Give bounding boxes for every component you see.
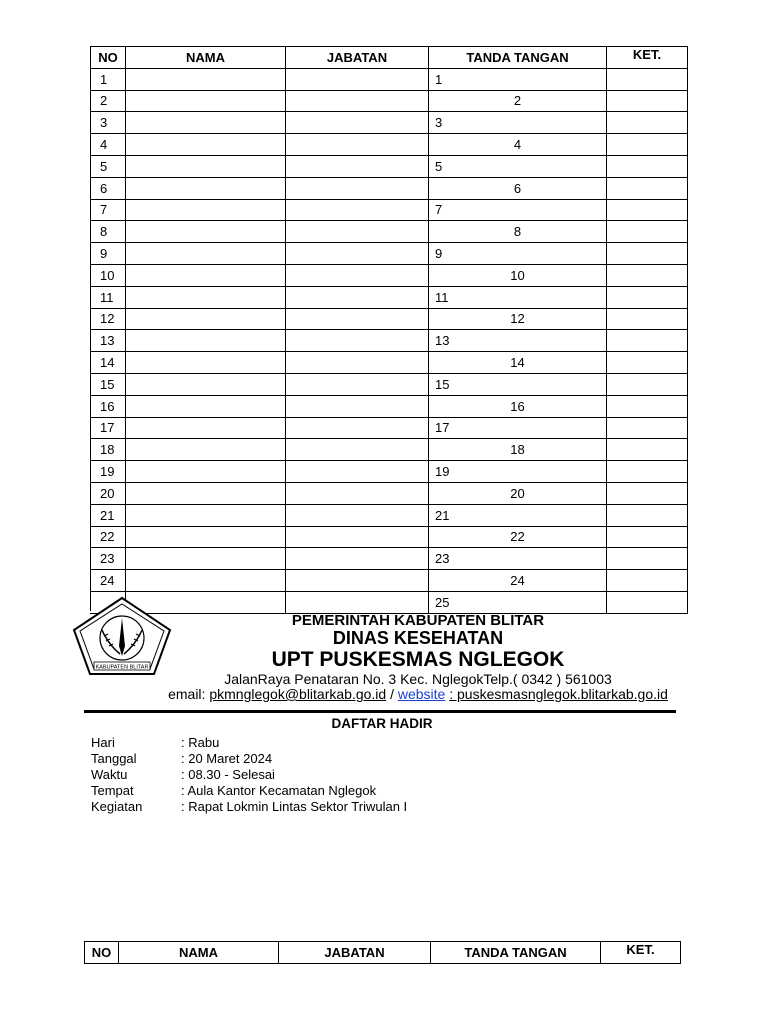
jabatan-cell[interactable] [286,199,429,221]
signature-cell[interactable]: 3 [429,112,607,134]
row-number: 3 [91,112,126,134]
ket-cell[interactable] [607,308,688,330]
row-number: 17 [91,417,126,439]
table-row [91,68,688,90]
row-number: 22 [91,526,126,548]
signature-cell[interactable]: 22 [429,526,607,548]
attendance-table-bottom [84,941,681,964]
attendance-table-top [90,46,688,614]
info-label: Tempat [91,783,134,798]
row-number: 16 [91,395,126,417]
header-ket: KET. [607,47,688,69]
jabatan-cell[interactable] [286,570,429,592]
row-number: 24 [91,570,126,592]
letterhead-address: JalanRaya Penataran No. 3 Kec. NglegokTelp.( 0342 ) 561003 [224,671,612,687]
signature-cell[interactable]: 4 [429,134,607,156]
table-row [91,286,688,308]
contact-separator: / [390,686,394,702]
table-row [91,177,688,199]
signature-cell[interactable]: 7 [429,199,607,221]
row-number: 1 [91,68,126,90]
row-number: 18 [91,439,126,461]
nama-cell[interactable] [126,395,286,417]
signature-cell[interactable]: 21 [429,504,607,526]
table-row [91,134,688,156]
nama-cell[interactable] [126,243,286,265]
row-number: 15 [91,373,126,395]
email-label: email: [168,686,206,702]
jabatan-cell[interactable] [286,352,429,374]
ket-cell[interactable] [607,221,688,243]
signature-cell[interactable]: 18 [429,439,607,461]
signature-cell[interactable]: 12 [429,308,607,330]
nama-cell[interactable] [126,155,286,177]
row-number: 20 [91,482,126,504]
signature-cell[interactable]: 5 [429,155,607,177]
jabatan-cell[interactable] [286,264,429,286]
table-row [91,221,688,243]
jabatan-cell[interactable] [286,526,429,548]
nama-cell[interactable] [126,461,286,483]
signature-cell[interactable]: 10 [429,264,607,286]
row-number: 9 [91,243,126,265]
jabatan-cell[interactable] [286,373,429,395]
ket-cell[interactable] [607,243,688,265]
event-info [91,735,407,815]
jabatan-cell[interactable] [286,439,429,461]
table-row [91,308,688,330]
table-row [91,439,688,461]
ket-cell[interactable] [607,90,688,112]
info-row-tanggal [91,751,407,767]
ket-cell[interactable] [607,526,688,548]
nama-cell[interactable] [126,90,286,112]
info-value: : Rabu [181,735,220,750]
nama-cell[interactable] [126,264,286,286]
table-row [91,461,688,483]
table-row [91,243,688,265]
table-row [91,352,688,374]
ket-cell[interactable] [607,286,688,308]
email-link[interactable]: pkmnglegok@blitarkab.go.id [209,686,387,702]
signature-cell[interactable]: 24 [429,570,607,592]
row-number: 10 [91,264,126,286]
row-number: 12 [91,308,126,330]
jabatan-cell[interactable] [286,68,429,90]
letterhead-department: DINAS KESEHATAN [332,628,504,648]
row-number: 21 [91,504,126,526]
signature-cell[interactable]: 20 [429,482,607,504]
logo-text: KABUPATEN BLITAR [95,664,149,671]
letterhead-divider [84,710,676,713]
nama-cell[interactable] [126,526,286,548]
header-ket: KET. [601,942,681,964]
header-tanda-tangan: TANDA TANGAN [431,942,601,964]
signature-cell[interactable]: 17 [429,417,607,439]
header-no: NO [91,47,126,69]
ket-cell[interactable] [607,68,688,90]
signature-cell[interactable]: 8 [429,221,607,243]
header-nama: NAMA [126,47,286,69]
table-row [91,330,688,352]
info-value: : 08.30 - Selesai [181,767,275,782]
signature-cell[interactable]: 19 [429,461,607,483]
signature-cell[interactable]: 16 [429,395,607,417]
table-row [91,373,688,395]
table-row [91,504,688,526]
signature-cell[interactable]: 15 [429,373,607,395]
nama-cell[interactable] [126,112,286,134]
signature-cell[interactable]: 23 [429,548,607,570]
website-address[interactable]: : puskesmasnglegok.blitarkab.go.id [449,686,668,702]
jabatan-cell[interactable] [286,155,429,177]
nama-cell[interactable] [126,417,286,439]
row-number: 7 [91,199,126,221]
signature-cell[interactable]: 11 [429,286,607,308]
table-row [91,417,688,439]
document-title: DAFTAR HADIR [331,716,433,731]
jabatan-cell[interactable] [286,461,429,483]
table-row [91,526,688,548]
ket-cell[interactable] [607,373,688,395]
table-row [91,155,688,177]
ket-cell[interactable] [607,352,688,374]
table-header-row [91,47,688,69]
ket-cell[interactable] [607,199,688,221]
table-header-row [85,942,681,964]
nama-cell[interactable] [126,548,286,570]
signature-cell[interactable]: 25 [429,591,607,613]
row-number: 5 [91,155,126,177]
table-row [91,395,688,417]
info-row-tempat [91,783,407,799]
jabatan-cell[interactable] [286,591,429,613]
signature-cell[interactable]: 9 [429,243,607,265]
jabatan-cell[interactable] [286,243,429,265]
nama-cell[interactable] [126,373,286,395]
info-value: : 20 Maret 2024 [181,751,273,766]
ket-cell[interactable] [607,177,688,199]
signature-cell[interactable]: 14 [429,352,607,374]
kabupaten-blitar-logo [70,596,174,678]
header-no: NO [85,942,119,964]
ket-cell[interactable] [607,548,688,570]
row-number: 2 [91,90,126,112]
ket-cell[interactable] [607,591,688,613]
jabatan-cell[interactable] [286,482,429,504]
ket-cell[interactable] [607,439,688,461]
header-tanda-tangan: TANDA TANGAN [429,47,607,69]
ket-cell[interactable] [607,134,688,156]
info-label: Tanggal [91,751,137,766]
info-label: Hari [91,735,115,750]
signature-cell[interactable]: 2 [429,90,607,112]
jabatan-cell[interactable] [286,177,429,199]
info-value: : Aula Kantor Kecamatan Nglegok [181,783,377,798]
header-nama: NAMA [119,942,279,964]
letterhead-institution: UPT PUSKESMAS NGLEGOK [271,648,565,671]
jabatan-cell[interactable] [286,286,429,308]
row-number: 23 [91,548,126,570]
jabatan-cell[interactable] [286,90,429,112]
signature-cell[interactable]: 1 [429,68,607,90]
jabatan-cell[interactable] [286,221,429,243]
nama-cell[interactable] [126,221,286,243]
nama-cell[interactable] [126,286,286,308]
jabatan-cell[interactable] [286,308,429,330]
nama-cell[interactable] [126,482,286,504]
row-number: 13 [91,330,126,352]
info-row-waktu [91,767,407,783]
row-number: 4 [91,134,126,156]
ket-cell[interactable] [607,504,688,526]
letterhead-contact [100,686,736,702]
signature-cell[interactable]: 6 [429,177,607,199]
row-number: 19 [91,461,126,483]
row-number: 14 [91,352,126,374]
table-row [91,570,688,592]
row-number: 8 [91,221,126,243]
nama-cell[interactable] [126,68,286,90]
ket-cell[interactable] [607,570,688,592]
nama-cell[interactable] [126,439,286,461]
signature-cell[interactable]: 13 [429,330,607,352]
jabatan-cell[interactable] [286,417,429,439]
table-row [91,112,688,134]
ket-cell[interactable] [607,417,688,439]
nama-cell[interactable] [126,352,286,374]
info-row-hari [91,735,407,751]
ket-cell[interactable] [607,112,688,134]
nama-cell[interactable] [126,504,286,526]
row-number: 6 [91,177,126,199]
nama-cell[interactable] [126,199,286,221]
ket-cell[interactable] [607,395,688,417]
table-row [91,90,688,112]
table-row [91,264,688,286]
table-row [91,548,688,570]
ket-cell[interactable] [607,330,688,352]
jabatan-cell[interactable] [286,395,429,417]
nama-cell[interactable] [126,330,286,352]
info-row-kegiatan [91,799,407,815]
table-row [91,199,688,221]
nama-cell[interactable] [126,177,286,199]
nama-cell[interactable] [126,570,286,592]
jabatan-cell[interactable] [286,330,429,352]
jabatan-cell[interactable] [286,504,429,526]
table-row [91,482,688,504]
ket-cell[interactable] [607,264,688,286]
ket-cell[interactable] [607,461,688,483]
table-row [91,591,688,613]
header-jabatan: JABATAN [279,942,431,964]
jabatan-cell[interactable] [286,548,429,570]
letterhead-government: PEMERINTAH KABUPATEN BLITAR [291,612,545,629]
website-link[interactable]: website [397,686,446,702]
row-number: 11 [91,286,126,308]
header-jabatan: JABATAN [286,47,429,69]
jabatan-cell[interactable] [286,134,429,156]
ket-cell[interactable] [607,155,688,177]
nama-cell[interactable] [126,308,286,330]
info-label: Kegiatan [91,799,143,814]
info-value: : Rapat Lokmin Lintas Sektor Triwulan I [181,799,408,814]
info-label: Waktu [91,767,128,782]
nama-cell[interactable] [126,134,286,156]
jabatan-cell[interactable] [286,112,429,134]
ket-cell[interactable] [607,482,688,504]
